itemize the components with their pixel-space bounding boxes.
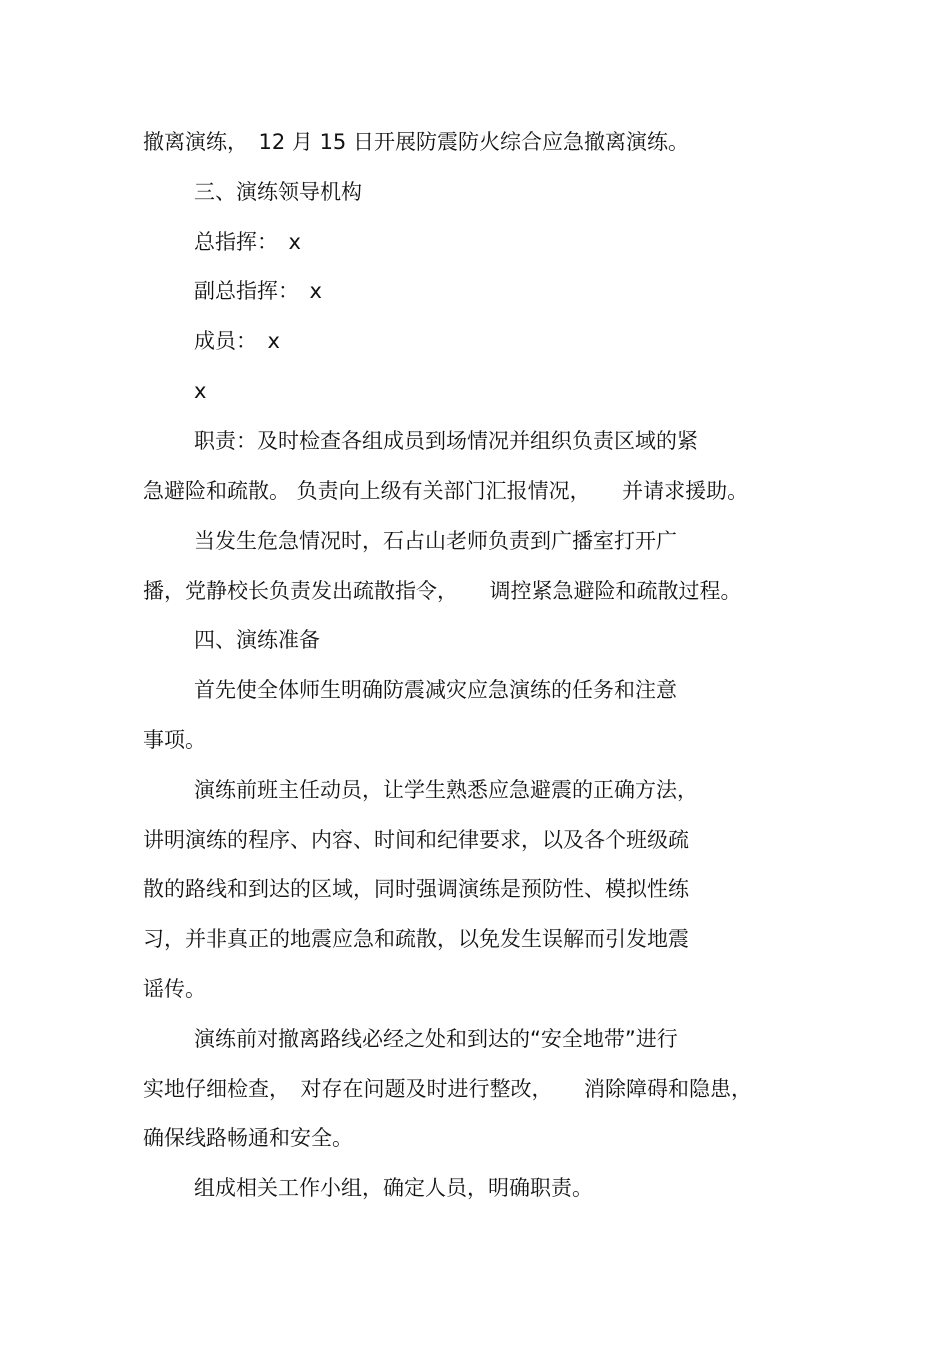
section-heading-leadership: 三、演练领导机构 <box>194 180 362 204</box>
text-line-emergency-1: 当发生危急情况时，石占山老师负责到广播室打开广 <box>194 529 677 553</box>
text-line-prep-3a: 演练前对撤离路线必经之处和到达的“安全地带”进行 <box>194 1027 678 1051</box>
text-line-prep-2c: 散的路线和到达的区域，同时强调演练是预防性、模拟性练 <box>143 877 689 901</box>
text-line-emergency-2: 播，党静校长负责发出疏散指令， 调控紧急避险和疏散过程。 <box>143 579 742 603</box>
text-line-prep-4: 组成相关工作小组，确定人员，明确职责。 <box>194 1176 593 1200</box>
text-line-1: 撤离演练， 12 月 15 日开展防震防火综合应急撤离演练。 <box>143 130 689 154</box>
text-line-prep-2d: 习，并非真正的地震应急和疏散，以免发生误解而引发地震 <box>143 927 689 951</box>
text-line-duties-2: 急避险和疏散。 负责向上级有关部门汇报情况， 并请求援助。 <box>143 479 749 503</box>
text-line-prep-1b: 事项。 <box>143 728 206 752</box>
text-line-prep-1a: 首先使全体师生明确防震减灾应急演练的任务和注意 <box>194 678 677 702</box>
text-line-prep-3b: 实地仔细检查， 对存在问题及时进行整改， 消除障碍和隐患， <box>143 1077 752 1101</box>
text-line-prep-2a: 演练前班主任动员，让学生熟悉应急避震的正确方法， <box>194 778 698 802</box>
text-line-deputy-commander: 副总指挥： x <box>194 279 322 303</box>
text-line-commander: 总指挥： x <box>194 230 301 254</box>
text-line-members: 成员： x <box>194 329 280 353</box>
text-line-prep-3c: 确保线路畅通和安全。 <box>143 1126 353 1150</box>
text-line-prep-2e: 谣传。 <box>143 977 206 1001</box>
section-heading-preparation: 四、演练准备 <box>194 628 320 652</box>
text-line-prep-2b: 讲明演练的程序、内容、时间和纪律要求，以及各个班级疏 <box>143 828 689 852</box>
text-line-member-x: x <box>194 379 207 403</box>
text-line-duties-1: 职责：及时检查各组成员到场情况并组织负责区域的紧 <box>194 429 698 453</box>
